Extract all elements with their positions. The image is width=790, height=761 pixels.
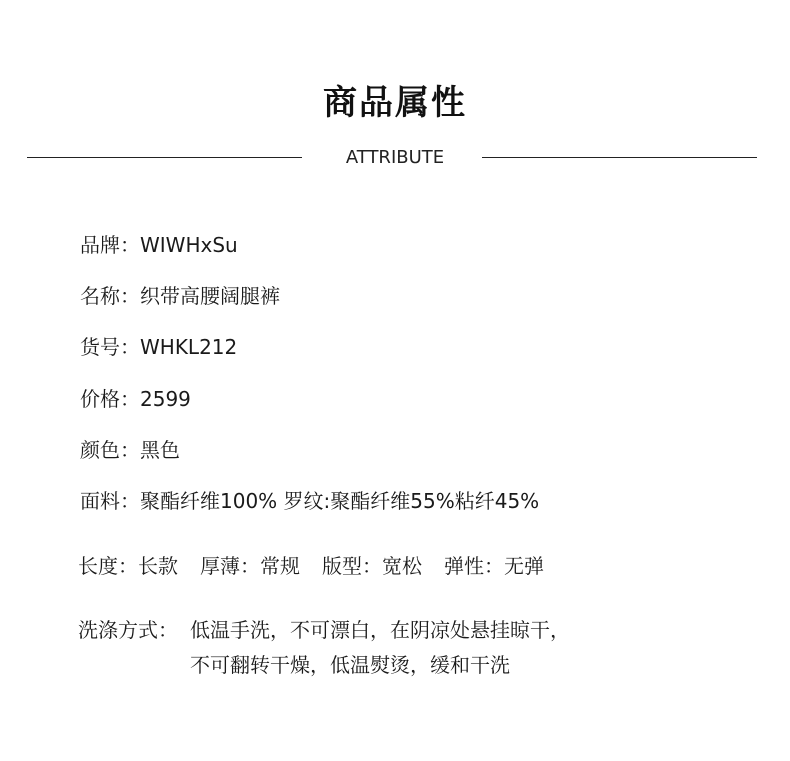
elasticity-value: 无弹	[504, 554, 544, 578]
attribute-spec-line	[78, 553, 544, 579]
length-value: 长款	[138, 554, 178, 578]
page-title: 商品属性	[323, 83, 467, 123]
elasticity-label: 弹性：	[444, 554, 504, 578]
divider-right	[482, 157, 757, 158]
color-value: 黑色	[140, 438, 180, 462]
attribute-care	[78, 617, 570, 643]
length-label: 长度：	[78, 554, 138, 578]
fit-value: 宽松	[382, 554, 422, 578]
fabric-value: 聚酯纤维100% 罗纹:聚酯纤维55%粘纤45%	[140, 489, 540, 513]
name-value: 织带高腰阔腿裤	[140, 284, 280, 308]
attribute-price	[80, 386, 191, 412]
fit-label: 版型：	[322, 554, 382, 578]
care-value-line2: 不可翻转干燥，低温熨烫，缓和干洗	[190, 653, 510, 677]
price-label: 价格：	[80, 387, 140, 411]
brand-label: 品牌：	[80, 233, 140, 257]
thickness-label: 厚薄：	[200, 554, 260, 578]
thickness-value: 常规	[260, 554, 300, 578]
fabric-label: 面料：	[80, 489, 140, 513]
attribute-fabric	[80, 488, 539, 514]
item-no-value: WHKL212	[140, 335, 238, 359]
attribute-brand	[80, 232, 238, 258]
item-no-label: 货号：	[80, 335, 140, 359]
color-label: 颜色：	[80, 438, 140, 462]
attribute-color	[80, 437, 180, 463]
attribute-item-no	[80, 334, 237, 360]
brand-value: WIWHxSu	[140, 233, 238, 257]
care-value-line1: 低温手洗，不可漂白，在阴凉处悬挂晾干，	[190, 618, 570, 642]
name-label: 名称：	[80, 284, 140, 308]
page-subtitle: ATTRIBUTE	[345, 147, 445, 168]
price-value: 2599	[140, 387, 191, 411]
attribute-name	[80, 283, 280, 309]
care-label: 洗涤方式：	[78, 618, 178, 642]
